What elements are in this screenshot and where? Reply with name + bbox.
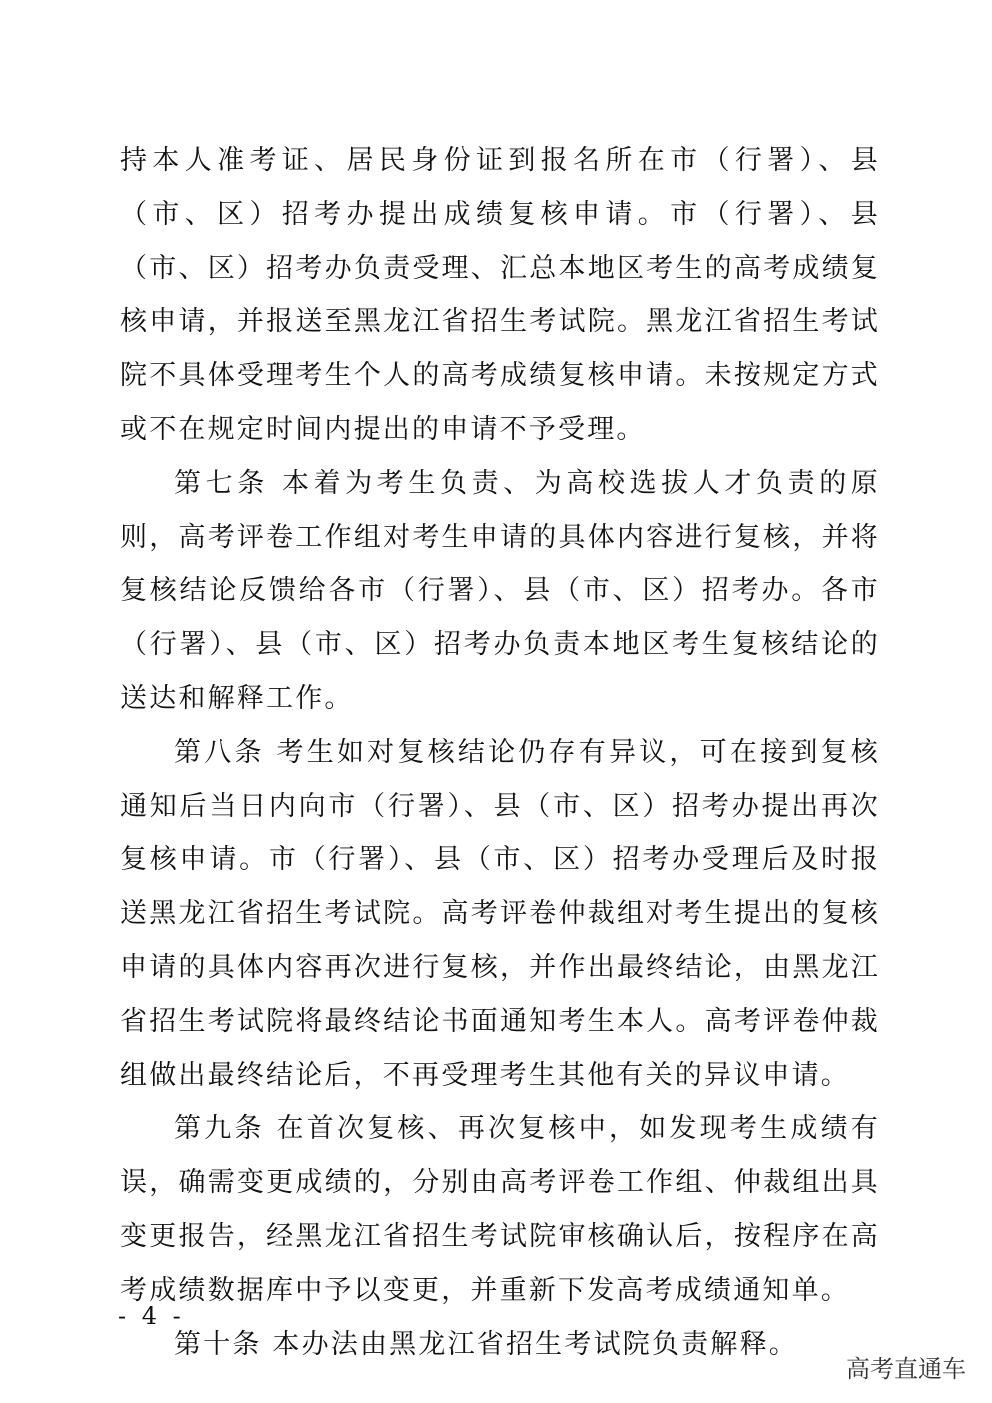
document-body [120, 134, 880, 1371]
paragraph-article-10: 第十条 本办法由黑龙江省招生考试院负责解释。 [174, 1328, 798, 1360]
paragraph-article-8: 第八条 考生如对复核结论仍存有异议，可在接到复核通知后当日内向市（行署）、县（市、区）招考办提出再次复核申请。市（行署）、县（市、区）招考办受理后及时报送黑龙江省招生考试院。高考评卷仲裁组对考生提出的复核申请的具体内容再次进行复核，并作出最终结论，由黑龙江省招生考试院将最终结论书面通知考生本人。高考评卷仲裁组做出最终结论后，不再受理考生其他有关的异议申请。 [120, 736, 880, 1091]
paragraph-continuation: 持本人准考证、居民身份证到报名所在市（行署）、县（市、区）招考办提出成绩复核申请。市（行署）、县（市、区）招考办负责受理、汇总本地区考生的高考成绩复核申请，并报送至黑龙江省招生考试院。黑龙江省招生考试院不具体受理考生个人的高考成绩复核申请。未按规定方式或不在规定时间内提出的申请不予受理。 [120, 145, 880, 445]
page-number: - 4 - [118, 1302, 185, 1330]
watermark-text: 高考直通车 [846, 1355, 966, 1383]
paragraph-article-7: 第七条 本着为考生负责、为高校选拔人才负责的原则，高考评卷工作组对考生申请的具体内容进行复核，并将复核结论反馈给各市（行署）、县（市、区）招考办。各市（行署）、县（市、区）招考办负责本地区考生复核结论的送达和解释工作。 [120, 467, 880, 714]
paragraph-article-9: 第九条 在首次复核、再次复核中，如发现考生成绩有误，确需变更成绩的，分别由高考评卷工作组、仲裁组出具变更报告，经黑龙江省招生考试院审核确认后，按程序在高考成绩数据库中予以变更，并重新下发高考成绩通知单。 [120, 1113, 880, 1306]
